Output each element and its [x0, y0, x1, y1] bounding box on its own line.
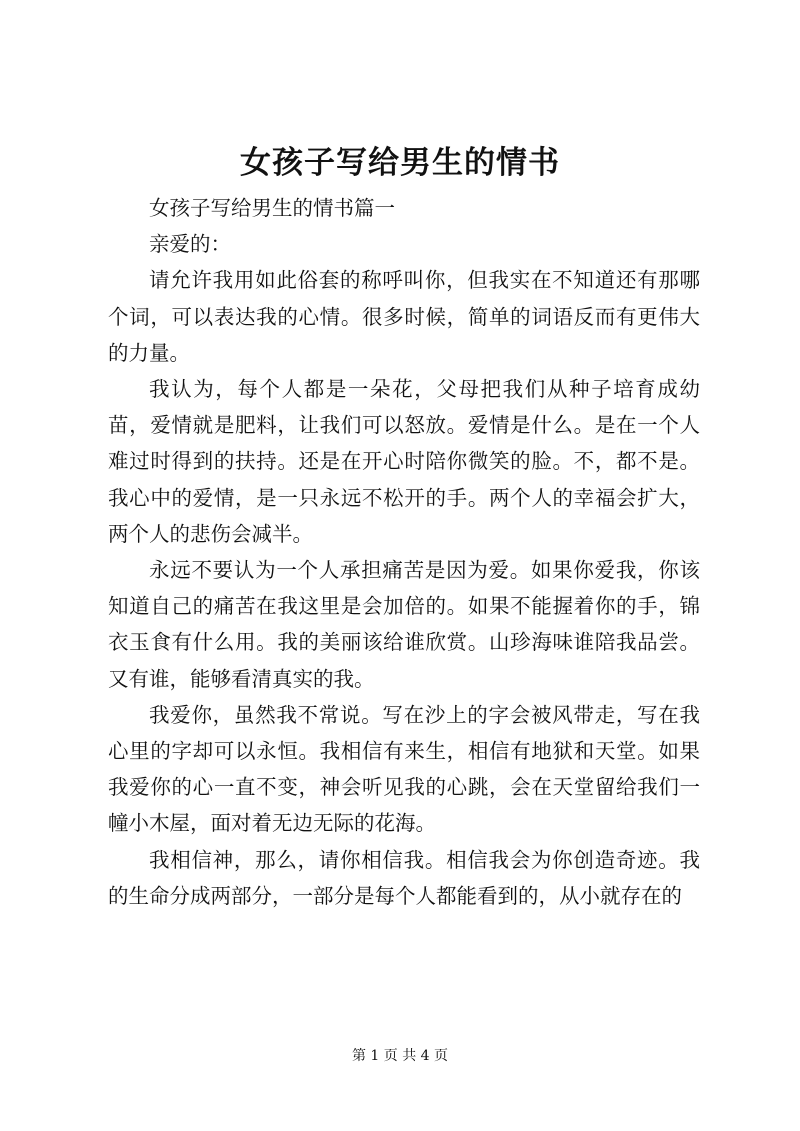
salutation: 亲爱的： — [149, 232, 231, 257]
paragraph: 我爱你，虽然我不常说。写在沙上的字会被风带走，写在我心里的字却可以永恒。我相信有来生，相信有地狱和天堂。如果我爱你的心一直不变，神会听见我的心跳，会在天堂留给我们一幢小木屋，面对着无边无际的花海。 — [108, 702, 700, 836]
paragraph: 永远不要认为一个人承担痛苦是因为爱。如果你爱我，你该知道自己的痛苦在我这里是会加倍的。如果不能握着你的手，锦衣玉食有什么用。我的美丽该给谁欣赏。山珍海味谁陪我品尝。又有谁，能够看清真实的我。 — [108, 558, 700, 691]
section-heading: 女孩子写给男生的情书篇一 — [149, 196, 395, 220]
page-number-footer: 第 1 页 共 4 页 — [351, 1048, 449, 1064]
paragraph: 我相信神，那么，请你相信我。相信我会为你创造奇迹。我的生命分成两部分，一部分是每个人都能看到的，从小就存在的 — [108, 847, 700, 908]
document-body — [108, 190, 700, 914]
paragraph: 请允许我用如此俗套的称呼叫你，但我实在不知道还有那哪个词，可以表达我的心情。很多时候，简单的词语反而有更伟大的力量。 — [108, 268, 700, 365]
paragraph: 我认为，每个人都是一朵花，父母把我们从种子培育成幼苗，爱情就是肥料，让我们可以怒放。爱情是什么。是在一个人难过时得到的扶持。还是在开心时陪你微笑的脸。不，都不是。我心中的爱情，是一只永远不松开的手。两个人的幸福会扩大，两个人的悲伤会减半。 — [108, 377, 700, 546]
document-title: 女孩子写给男生的情书 — [240, 145, 560, 181]
